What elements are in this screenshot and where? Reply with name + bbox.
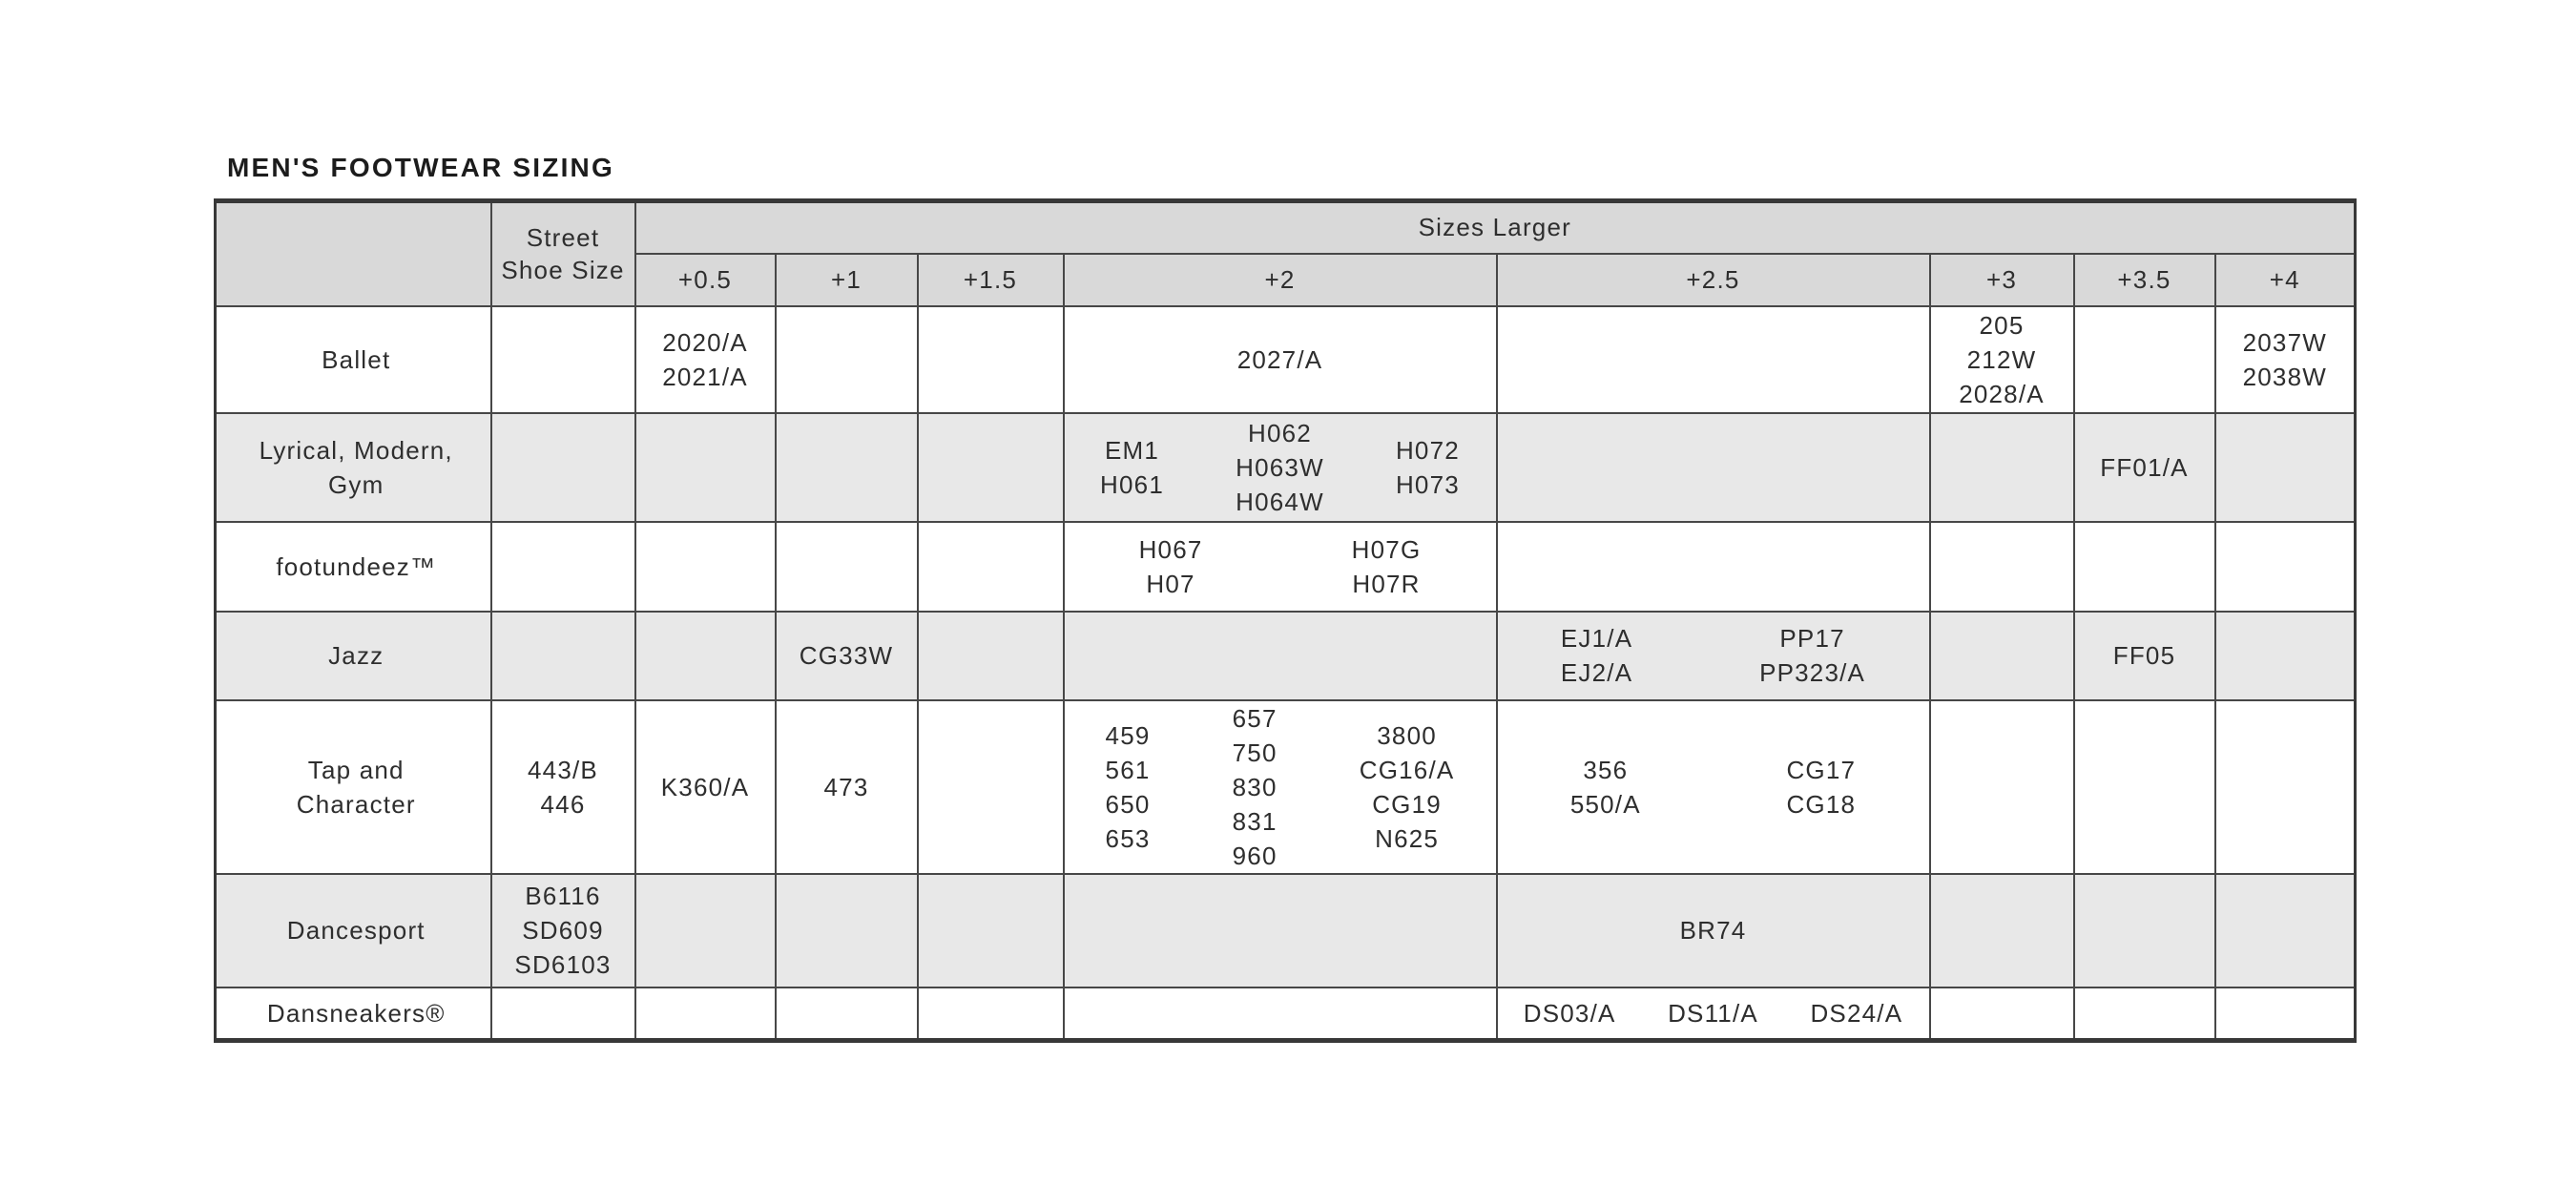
size-cell: [2215, 413, 2356, 522]
model-group: [528, 753, 598, 821]
group-header-row: [216, 201, 2356, 254]
model-code: 205: [1979, 310, 2025, 340]
street-shoe-size-header: Street Shoe Size: [491, 201, 635, 306]
size-cell: [1064, 522, 1497, 612]
model-code: 3800: [1377, 720, 1437, 750]
street-size-cell: [491, 612, 635, 700]
cell-groups: [492, 879, 634, 982]
size-cell: [1497, 700, 1930, 874]
model-group: [1561, 621, 1632, 690]
model-code: 657: [1232, 703, 1278, 733]
model-code: B6116: [525, 882, 601, 910]
model-code: 831: [1232, 806, 1278, 836]
table-row: [216, 306, 2356, 413]
model-group: [2243, 325, 2327, 394]
size-column-header: +1.5: [918, 254, 1064, 306]
model-code: H064W: [1236, 487, 1324, 516]
model-code: 653: [1105, 823, 1151, 853]
size-cell: [1064, 874, 1497, 988]
size-cell: [635, 413, 776, 522]
model-code: 960: [1232, 841, 1278, 870]
cell-groups: [1498, 913, 1929, 947]
category-cell: [216, 700, 491, 874]
size-cell: [1497, 413, 1930, 522]
category-label: Gym: [328, 469, 384, 499]
size-cell: [635, 988, 776, 1041]
size-cell: [1930, 988, 2074, 1041]
table-header: [216, 201, 2356, 306]
size-cell: [918, 700, 1064, 874]
category-label: Ballet: [322, 344, 391, 374]
category-cell: [216, 612, 491, 700]
size-cell: [1497, 522, 1930, 612]
model-code: H061: [1100, 469, 1165, 499]
cell-groups: [2216, 325, 2355, 394]
model-code: CG16/A: [1359, 755, 1455, 784]
category-cell: [216, 413, 491, 522]
model-group: [1759, 621, 1865, 690]
table-row: [216, 700, 2356, 874]
model-code: 2027/A: [1236, 344, 1323, 374]
size-cell: [2215, 522, 2356, 612]
model-code: H07G: [1351, 534, 1422, 564]
street-size-cell: [491, 522, 635, 612]
model-code: 443/B: [528, 755, 598, 784]
model-group: [1524, 996, 1616, 1030]
model-code: H073: [1395, 469, 1460, 499]
model-code: CG17: [1786, 755, 1857, 784]
model-group: [1106, 718, 1151, 856]
model-code: CG33W: [799, 641, 894, 670]
model-code: H067: [1138, 534, 1203, 564]
size-cell: [2215, 700, 2356, 874]
model-group: [824, 770, 869, 804]
table-body: [216, 306, 2356, 1041]
size-cell: [2074, 522, 2215, 612]
cell-groups: [636, 770, 775, 804]
model-code: DS03/A: [1523, 998, 1616, 1028]
model-code: 473: [823, 772, 869, 801]
model-group: [800, 638, 893, 673]
cell-groups: [1065, 343, 1496, 377]
size-cell: [1497, 306, 1930, 413]
model-code: EJ1/A: [1560, 624, 1633, 653]
size-cell: [1064, 413, 1497, 522]
model-group: [2113, 638, 2175, 673]
model-code: K360/A: [660, 772, 750, 801]
street-size-cell: [491, 988, 635, 1041]
model-code: EM1: [1105, 435, 1160, 465]
model-code: SD6103: [514, 950, 612, 979]
model-code: 2037W: [2242, 327, 2327, 357]
category-label: footundeez™: [276, 551, 437, 581]
size-cell: [776, 988, 918, 1041]
model-code: PP323/A: [1759, 658, 1866, 687]
category-cell: [216, 988, 491, 1041]
model-code: 750: [1232, 738, 1278, 767]
size-cell: [635, 700, 776, 874]
model-group: [514, 879, 611, 982]
size-cell: [1064, 612, 1497, 700]
cell-groups: [777, 770, 917, 804]
size-cell: [2074, 612, 2215, 700]
size-cell: [2074, 306, 2215, 413]
size-column-header: +4: [2215, 254, 2356, 306]
model-code: 446: [540, 789, 586, 819]
street-size-cell: [491, 413, 635, 522]
model-code: PP17: [1779, 624, 1845, 653]
size-cell: [776, 306, 918, 413]
size-cell: [2215, 874, 2356, 988]
table-row: [216, 612, 2356, 700]
cell-groups: [2075, 450, 2214, 485]
cell-groups: [1498, 996, 1929, 1030]
table-row: [216, 988, 2356, 1041]
model-code: 650: [1105, 789, 1151, 819]
cell-groups: [1498, 753, 1929, 821]
model-group: [1139, 532, 1203, 601]
model-group: [1237, 343, 1323, 377]
size-cell: [776, 612, 918, 700]
table-row: [216, 874, 2356, 988]
model-code: 2038W: [2242, 362, 2327, 391]
category-label: Jazz: [328, 641, 384, 670]
model-code: CG18: [1786, 789, 1857, 819]
size-cell: [1930, 700, 2074, 874]
size-cell: [1064, 700, 1497, 874]
model-group: [1100, 433, 1164, 502]
size-cell: [776, 522, 918, 612]
model-group: [1959, 308, 2045, 411]
model-code: 2020/A: [662, 327, 748, 357]
cell-groups: [636, 325, 775, 394]
model-code: 212W: [1966, 344, 2037, 374]
corner-cell: [216, 201, 491, 306]
size-cell: [776, 700, 918, 874]
size-cell: [918, 612, 1064, 700]
cell-groups: [1065, 532, 1496, 601]
category-label: Tap and: [307, 755, 405, 784]
model-code: 2028/A: [1959, 379, 2045, 408]
sizes-larger-header: Sizes Larger: [635, 201, 2356, 254]
size-column-header: +1: [776, 254, 918, 306]
model-group: [1668, 996, 1758, 1030]
size-column-header: +3: [1930, 254, 2074, 306]
size-cell: [1930, 612, 2074, 700]
model-group: [661, 770, 750, 804]
cell-groups: [777, 638, 917, 673]
size-cell: [2074, 413, 2215, 522]
model-code: DS11/A: [1668, 998, 1758, 1028]
model-group: [1233, 701, 1278, 873]
model-group: [1236, 416, 1324, 519]
size-cell: [918, 306, 1064, 413]
size-cell: [1497, 612, 1930, 700]
size-cell: [635, 306, 776, 413]
model-group: [1680, 913, 1747, 947]
category-cell: [216, 522, 491, 612]
model-code: N625: [1375, 823, 1440, 853]
size-column-header: +0.5: [635, 254, 776, 306]
model-code: H07: [1146, 569, 1195, 598]
size-cell: [2215, 306, 2356, 413]
category-label: Dansneakers®: [266, 998, 446, 1028]
cell-groups: [2075, 638, 2214, 673]
model-group: [1396, 433, 1460, 502]
size-cell: [1930, 306, 2074, 413]
model-code: CG19: [1372, 789, 1442, 819]
size-cell: [1064, 306, 1497, 413]
model-code: DS24/A: [1810, 998, 1903, 1028]
size-cell: [776, 874, 918, 988]
sizing-table: [214, 198, 2357, 1043]
size-cell: [1930, 874, 2074, 988]
table-row: [216, 413, 2356, 522]
size-cell: [1497, 988, 1930, 1041]
size-cell: [918, 988, 1064, 1041]
size-column-header: +2.5: [1497, 254, 1930, 306]
model-code: H062: [1247, 418, 1312, 447]
size-cell: [776, 413, 918, 522]
model-code: 356: [1583, 755, 1629, 784]
size-cell: [918, 874, 1064, 988]
cell-groups: [1065, 701, 1496, 873]
size-cell: [1930, 413, 2074, 522]
street-size-cell: [491, 874, 635, 988]
category-label: Lyrical, Modern,: [259, 435, 453, 465]
category-label: Character: [296, 789, 416, 819]
size-cell: [635, 874, 776, 988]
model-group: [2100, 450, 2188, 485]
model-code: FF01/A: [2100, 452, 2189, 482]
model-code: H063W: [1236, 452, 1324, 482]
model-code: 830: [1232, 772, 1278, 801]
size-cell: [2215, 612, 2356, 700]
model-group: [1570, 753, 1641, 821]
model-group: [1352, 532, 1422, 601]
size-cell: [635, 522, 776, 612]
category-cell: [216, 306, 491, 413]
model-code: 459: [1105, 720, 1151, 750]
size-cell: [2074, 700, 2215, 874]
model-code: 561: [1105, 755, 1151, 784]
category-label: Dancesport: [286, 916, 426, 945]
size-cell: [1930, 522, 2074, 612]
cell-groups: [492, 753, 634, 821]
model-group: [1810, 996, 1902, 1030]
cell-groups: [1498, 621, 1929, 690]
model-group: [1786, 753, 1856, 821]
page-title: MEN'S FOOTWEAR SIZING: [227, 153, 614, 182]
cell-groups: [1931, 308, 2073, 411]
size-cell: [1064, 988, 1497, 1041]
size-cell: [918, 522, 1064, 612]
model-code: SD609: [522, 916, 604, 945]
size-column-header: +2: [1064, 254, 1497, 306]
size-cell: [2074, 988, 2215, 1041]
model-group: [1360, 718, 1455, 856]
model-code: 550/A: [1569, 789, 1641, 819]
size-cell: [1497, 874, 1930, 988]
street-size-cell: [491, 306, 635, 413]
model-code: H072: [1395, 435, 1460, 465]
size-cell: [2215, 988, 2356, 1041]
model-code: H07R: [1352, 569, 1421, 598]
size-cell: [918, 413, 1064, 522]
model-group: [662, 325, 748, 394]
model-code: BR74: [1679, 916, 1747, 945]
size-cell: [635, 612, 776, 700]
cell-groups: [1065, 416, 1496, 519]
model-code: 2021/A: [662, 362, 748, 391]
street-size-cell: [491, 700, 635, 874]
table-row: [216, 522, 2356, 612]
model-code: EJ2/A: [1560, 658, 1633, 687]
size-column-header: +3.5: [2074, 254, 2215, 306]
size-cell: [2074, 874, 2215, 988]
category-cell: [216, 874, 491, 988]
model-code: FF05: [2112, 641, 2176, 670]
